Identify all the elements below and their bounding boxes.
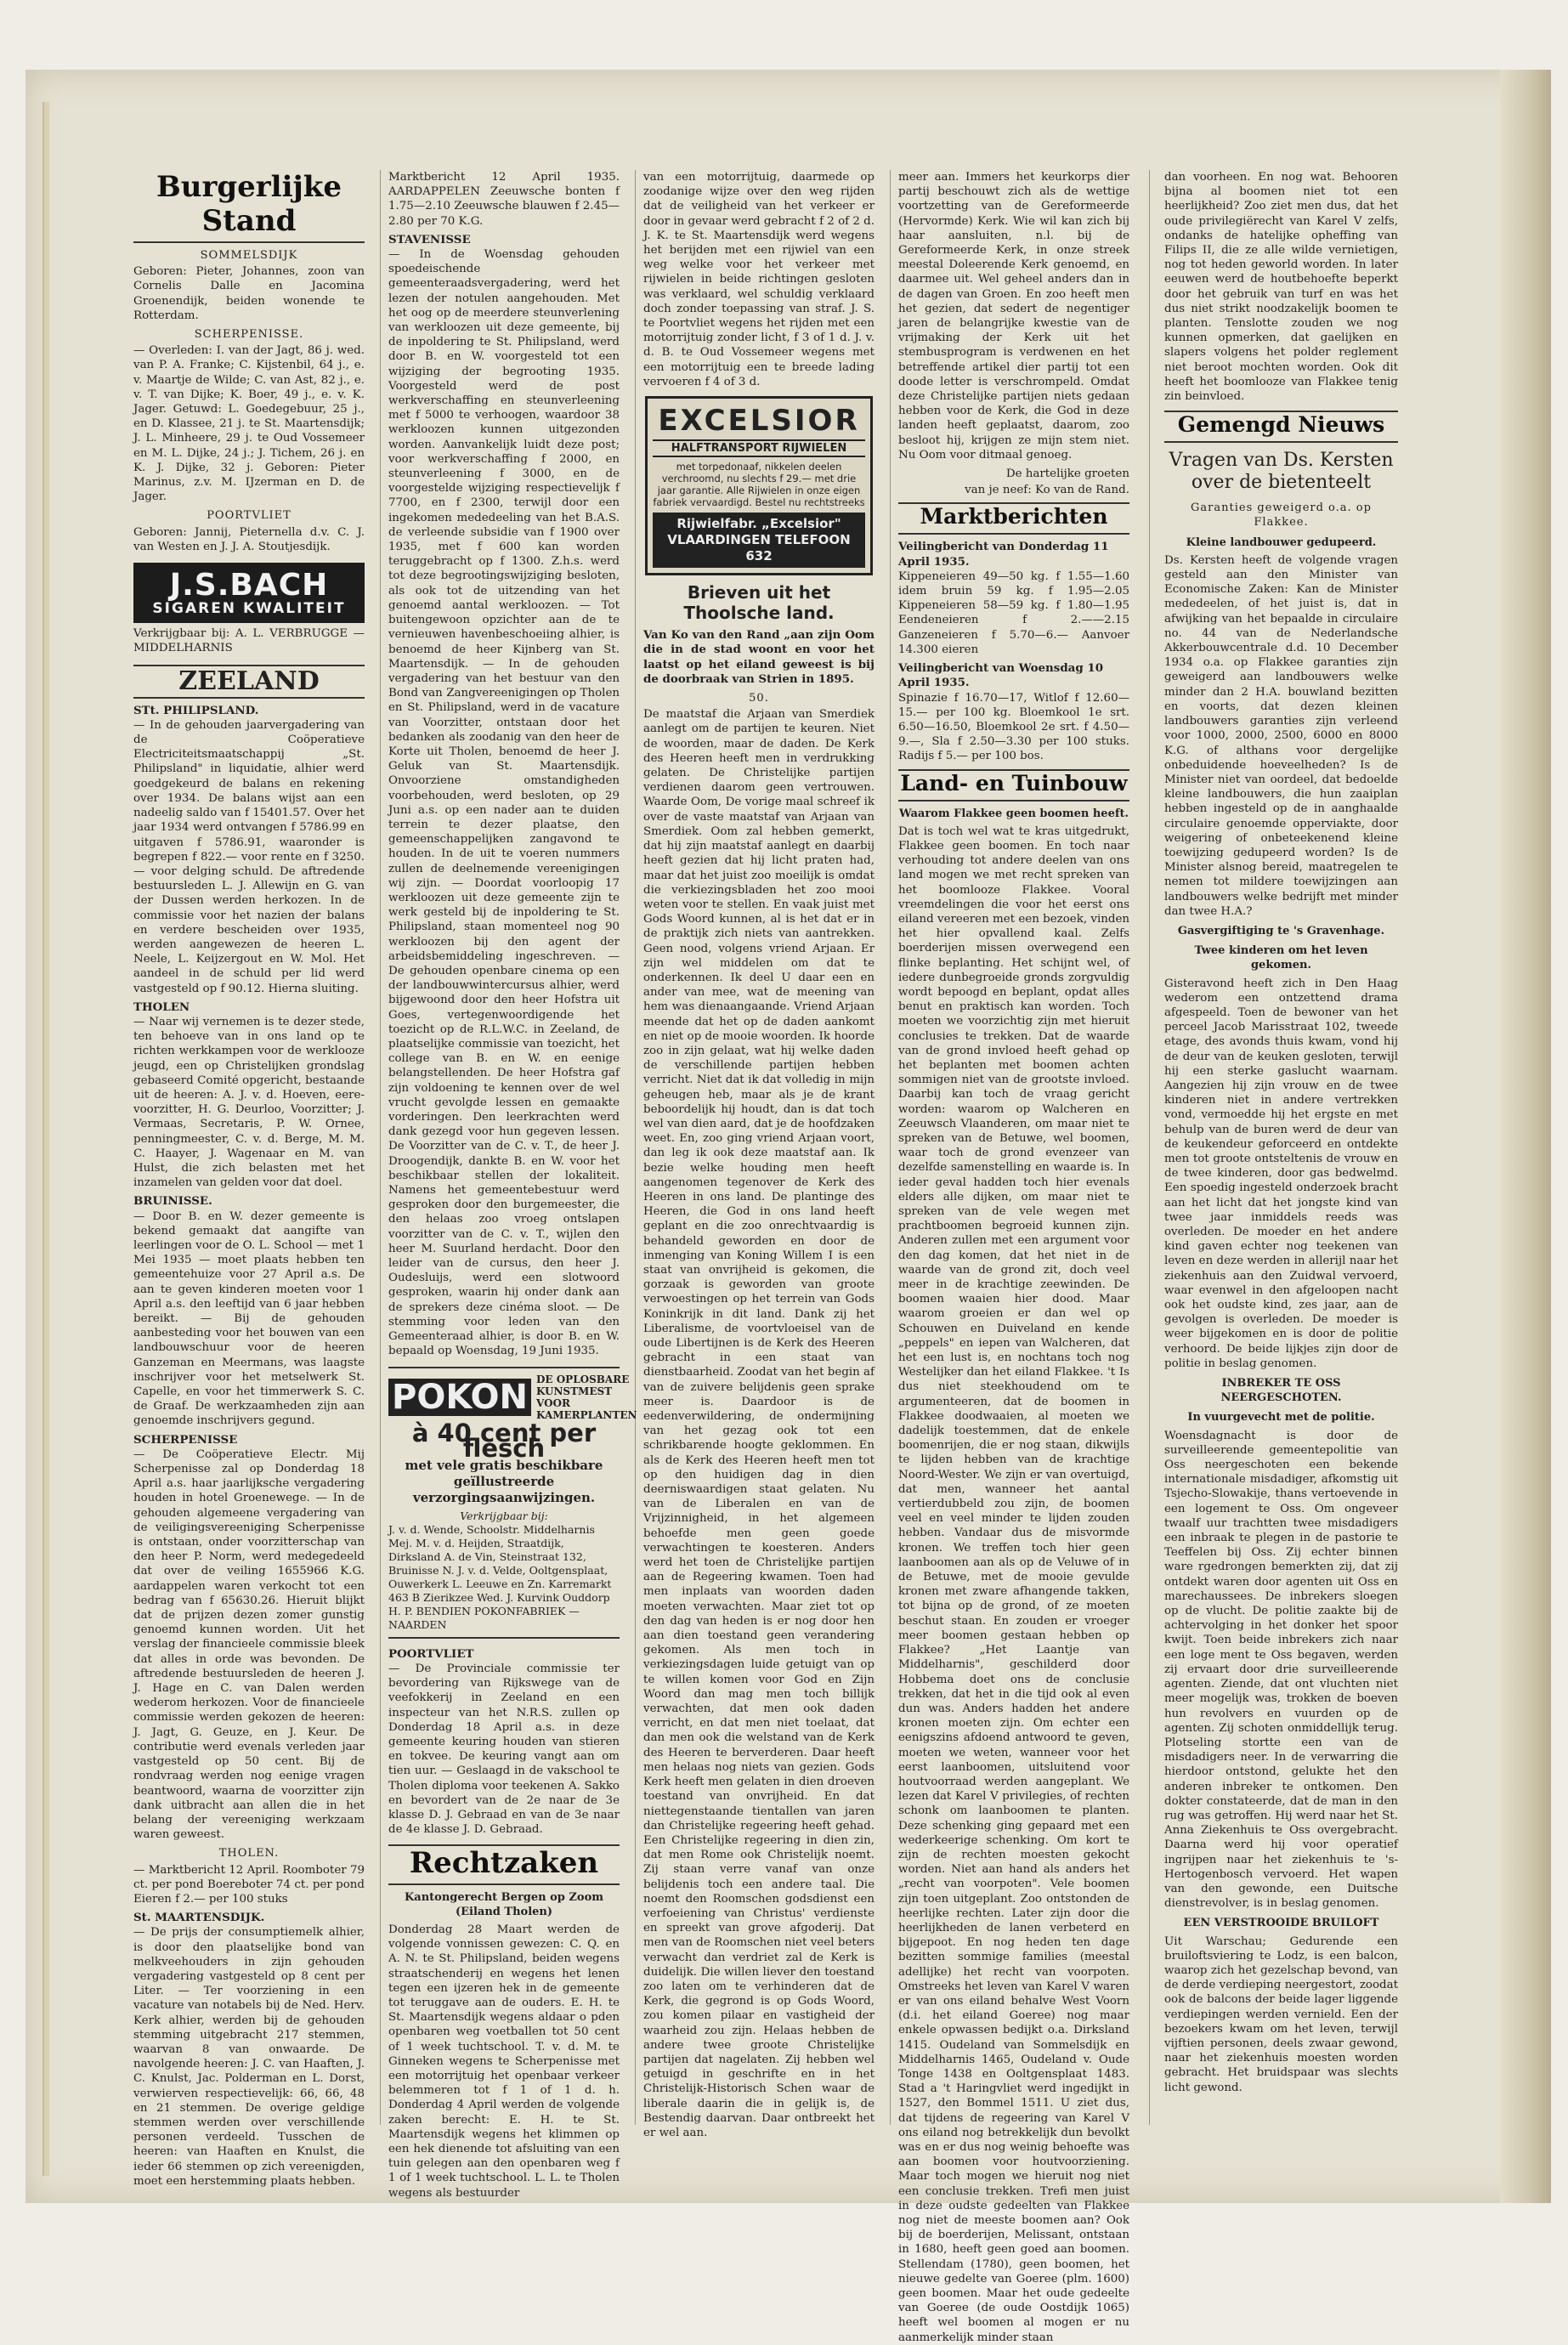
bach-cigar-ad xyxy=(133,563,365,623)
excelsior-title: EXCELSIOR xyxy=(658,404,860,439)
bach-ad-title: J.S.BACH xyxy=(169,568,329,603)
column-4 xyxy=(898,170,1129,2344)
article-text: Woensdagnacht is door de surveilleerende gemeentepolitie van Oss neergeschoten een bekende internationale misdadiger, afkomstig uit Tsjecho-Slowakije, thans vertoevende in een logement te Oss. Om ongeveer twaalf uur trachtten twee misdadigers een inbraak te plegen in de pastorie te Teeffelen bij Oss. Zij echter binnen ware rgedrongen bemerkten zij, dat zij ontdekt waren door agenten uit Oss en marechaussees. De inbrekers sloegen op de vlucht. De politie zaakte bij de achtervolging in het donker het spoor kwijt. Toen beide inbrekers zich naar een loge ment te Oss begaven, werden zij ervaart door drie surveilleerende agenten. Ziende, dat ont vluchten niet meer mogelijk was, trokken de boeven hun revolvers en vuurden op de agenten. Zij schoten onmiddellijk terug. Plotseling stortte een van de misdadigers neer. In de verwarring die hierdoor ontstond, gelukte het den anderen inbreker te ontkomen. Den dokter constateerde, dat de man in den rug was getroffen. Hij werd naar het St. Anna Ziekenhuis te Oss overgebracht. Daarna werd hij voor operatief ingrijpen naar het ziekenhuis te 's-Hertogenbosch vervoerd. Het wapen van den gewonde, een Duitsche dienstrevolver, is in beslag genomen. xyxy=(1164,1429,1398,1911)
pokon-tagline: DE OPLOSBARE KUNSTMEST VOOR KAMERPLANTEN xyxy=(536,1374,637,1422)
pokon-offer: met vele gratis beschikbare geïllustreerde verzorgingsaanwijzingen. xyxy=(405,1457,603,1505)
excelsior-description: met torpedonaaf, nikkelen deelen verchroomd, nu slechts f 29.— met drie jaar garantie. Alle Rijwielen in onze eigen fabriek vervaardigd. Bestel nu rechtstreeks xyxy=(653,461,865,509)
excelsior-factory: Rijwielfabr. „Excelsior" VLAARDINGEN TELEFOON 632 xyxy=(653,513,865,568)
place-heading: POORTVLIET xyxy=(207,509,292,523)
kersten-subheading-2: Kleine landbouwer gedupeerd. xyxy=(1186,535,1377,549)
pokon-sellers-heading: Verkrijgbaar bij: xyxy=(460,1509,548,1522)
place-heading: BRUINISSE. xyxy=(133,1194,212,1209)
article-text: — De prijs der consumptiemelk alhier, is door den plaatselijke bond van melkveehouders in zijn gehouden vergadering vastgesteld op 8 cent per Liter. — Ter voorziening in een vacature van notabels bij de Ned. Herv. Kerk alhier, werden bij de gehouden stemming uitgebracht 217 stemmen, waarvan 8 van onwaarde. De navolgende heeren: J. C. van Haaften, J. C. Knulst, Jac. Polderman en L. Dorst, verwierven respectievelijk: 66, 66, 48 en 21 stemmen. De overige geldige stemmen werden over verschillende personen verdeeld. Tusschen de heeren: van Haaften en Knulst, die ieder 66 stemmen op zich vereenigden, moet een herstemming plaats hebben. xyxy=(133,1926,365,2188)
oss-subheading: In vuurgevecht met de politie. xyxy=(1187,1411,1375,1425)
place-heading: St. MAARTENSDIJK. xyxy=(133,1911,265,1925)
letter-number: 50. xyxy=(749,692,769,705)
place-heading: THOLEN xyxy=(133,1000,190,1014)
article-text: dan voorheen. En nog wat. Behooren bijna al boomen niet tot een heerlijkheid? Zoo ziet men dus, dat het oude privilegiërecht van Karel V zelfs, ondanks de hatelijke opheffing van Filips II, die ze alle wilde vernietigen, nog tot heden geworld worden. In later eeuwen werd de houtbehoefte beperkt door het gebruik van turf en was het dus niet strikt noodzakelijk boomen te planten. Tenslotte zouden we nog kunnen opmerken, dat gaelijken en slapers volgens het polder reglement niet beroot mochten worden. Ook dit heeft het boomlooze van Flakkee tenig zin beinvloed. xyxy=(1164,171,1398,404)
pokon-logo: POKON xyxy=(388,1379,531,1416)
article-text: Donderdag 28 Maart werden de volgende vonnissen gewezen: C. Q. en A. N. te St. Philipsland, beiden wegens straatschenderij en wegens het lenen tegen een ijzeren hek in de gemeente tot teruggave aan de ouders. E. H. te St. Maartensdijk wegens aldaar o pden openbaren weg voetballen tot 50 cent of 1 week tuchtschool. T. v. d. M. te Ginneken wegens te Scherpenisse met een motorrijtuig het openbaar verkeer belemmeren tot f 1 of 1 d. h. Donderdag 4 April werden de volgende zaken berecht: E. H. te St. Maartensdijk wegens het klimmen op een hek dienende tot afsluiting van een tuin gelegen aan den openbaren weg f 1 of 1 week tuchtschool. L. L. te Tholen wegens als bestuurder xyxy=(388,1923,620,2200)
column-rule xyxy=(380,170,381,2125)
bach-ad-subtitle: SIGAREN KWALITEIT xyxy=(152,600,346,618)
place-heading: SOMMELSDIJK xyxy=(200,249,298,262)
place-heading: SCHERPENISSE xyxy=(133,1432,238,1447)
place-heading: SCHERPENISSE. xyxy=(194,328,304,342)
article-text: Geboren: Pieter, Johannes, zoon van Cornelis Dalle en Jacomina Groenendijk, beiden wonende te Rotterdam. xyxy=(133,265,365,322)
column-rule xyxy=(1149,170,1150,2125)
tuinbouw-subtitle: Waarom Flakkee geen boomen heeft. xyxy=(899,807,1129,820)
brieven-intro: Van Ko van den Rand „aan zijn Oom die in de stad woont en voor het laatst op het eiland geweest is bij de doorbraak van Strien in 1895. xyxy=(643,628,875,686)
column-rule xyxy=(635,170,636,2125)
place-heading: THOLEN. xyxy=(218,1847,280,1861)
excelsior-subtitle: HALFTRANSPORT RIJWIELEN xyxy=(653,439,865,457)
article-text: Uit Warschau; Gedurende een bruiloftsviering te Lodz, is een balcon, waarop zich het gezelschap bevond, van de derde verdieping neergestort, zoodat ook de balcons der beide lager liggende verdiepingen werden vernield. Een der bezoekers kwam om het leven, terwijl vijftien personen, deels zwaar gewond, naar het ziekenhuis moesten worden gebracht. Het bruidspaar was slechts licht gewond. xyxy=(1164,1934,1398,2094)
excelsior-bicycle-ad xyxy=(645,396,873,575)
article-text: — In de gehouden jaarvergadering van de Coöperatieve Electriciteitsmaatschappij „St. Philipsland" in liquidatie, alhier werd goedgekeurd de balans en rekening over 1934. De balans wijst aan een nadeelig saldo van f 15401.57. Over het jaar 1934 werd ontvangen f 5786.99 en uitgaven f 5786.91, waaronder is begrepen f 822.— voor rente en f 3250.— voor delging schuld. De aftredende bestuursleden L. J. Allewijn en G. van der Dussen werden herkozen. In de commissie voor het nazien der balans en verdere bescheiden over 1935, werden aangewezen de heeren L. Neele, L. Keijzergout en W. Mol. Het aandeel in de schuld per lid werd vastgesteld op f 90.12. Hierna sluiting. xyxy=(133,718,365,995)
gravenhage-subheading: Twee kinderen om het leven gekomen. xyxy=(1194,944,1368,972)
tuinbouw-title: Land- en Tuinbouw xyxy=(898,769,1129,801)
letter-greeting: De hartelijke groeten xyxy=(1005,467,1129,481)
previous-page-edge xyxy=(42,102,49,2176)
pokon-ad xyxy=(388,1367,637,1638)
article-text: — Door B. en W. dezer gemeente is bekend gemaakt dat aangifte van leerlingen voor de O. L. School — met 1 Mei 1935 — moet plaats hebben ten gemeentehuize voor 27 April a.s. De aan te geven kinderen moeten voor 1 April a.s. den leeftijd van 6 jaar hebben bereikt. — Bij de gehouden aanbesteding voor het bouwen van een landbouwschuur voor de heeren Ganzeman en Meermans, was laagste inschrijver voor het metselwerk St. Capelle, en voor het timmerwerk S. C. de Graaf. De werkzaamheden zijn aan genoemde inschrijvers gegund. xyxy=(133,1209,365,1428)
letter-signature: van je neef: Ko van de Rand. xyxy=(965,484,1129,497)
rechtzaken-title: Rechtzaken xyxy=(388,1844,620,1885)
kersten-subheading: Garanties geweigerd o.a. op Flakkee. xyxy=(1191,501,1372,530)
column-5 xyxy=(1164,170,1398,2125)
article-text: — Marktbericht 12 April. Roomboter 79 ct. per pond Boereboter 74 ct. per pond Eieren f 2.— per 100 stuks xyxy=(133,1863,365,1906)
article-text: meer aan. Immers het keurkorps dier partij beschouwt zich als de wettige voortzetting van de Gereformeerde (Hervormde) Kerk. Wie wil kan zich bij haar aansluiten, n.l. bij de Gereformeerde Kerk, in onze streek meestal Doleerende Kerk genoemd, en daarmee uit. Wel geheel anders dan in de dagen van Groen. En zoo heeft men het gezien, dat sedert de negentiger jaren de belangrijke kwestie van de vrijmaking der Kerk uit het stembusprogram is verdwenen en het betreffende artikel dier partij tot een doode letter is verschrompeld. Omdat deze Christelijke partijen niets gedaan hebben voor de Kerk, die God in deze landen heeft geplaatst, daarom, zoo besloot hij, krijgen ze mijn stem niet. Nu Oom voor ditmaal genoeg. xyxy=(898,171,1129,462)
article-text: — De Coöperatieve Electr. Mij Scherpenisse zal op Donderdag 18 April a.s. haar jaarlijksche vergadering houden in hotel Groenewege. — In de gehouden algemeene vergadering van de veiligingsvereeniging Scherpenisse is ontstaan, onder voorzitterschap van den heer P. Norm, werd medegedeeld dat over de veiling 1655966 K.G. aardappelen waren verkocht tot een bedrag van f 65630.26. Hieruit blijkt dat de prijzen dezen zomer gunstig genoemd kunnen worden. Uit het verslag der financieele commissie bleek dat alles in orde was bevonden. De aftredende bestuursleden de heeren J. J. Hage en C. van Dalen werden wederom herkozen. Voor de financieele commissie werden gekozen de heeren: J. Jagt, G. Geuze, en J. Keur. De contributie werd evenals verleden jaar vastgesteld op 50 cent. Bij de rondvraag werden nog eenige vragen beantwoord, waarna de voorzitter zijn dank uitbracht aan allen die in het belang der vereeniging werkzaam waren geweest. xyxy=(133,1447,365,1842)
article-text: Gisteravond heeft zich in Den Haag wederom een ontzettend drama afgespeeld. Toen de bewoner van het perceel Jacob Marisstraat 102, tweede etage, des avonds thuis kwam, vond hij de deur van de keuken gesloten, terwijl hij een sterke gaslucht waarnam. Aangezien hij zijn vrouw en de twee kinderen niet in andere vertrekken vond, vermoedde hij het ergste en met behulp van de buren werd de deur van de keukendeur geforceerd en ontdekte men tot groote ontsteltenis de vrouw en de twee kinderen, door gas bedwelmd. Een spoedig ingesteld onderzoek bracht aan het licht dat het jongste kind van twee jaar inmiddels reeds was overleden. De moeder en het andere kind gaven echter nog teekenen van leven en deze werden in allerijl naar het ziekenhuis aan den Zuidwal vervoerd, waar evenwel in den afgeloopen nacht ook het oudste kind, zes jaar, aan de gevolgen is overleden. De moeder is weer bijgekomen en is door de politie verhoord. De beide lijkjes zijn door de politie in beslag genomen. xyxy=(1164,977,1398,1370)
market-report: Kippeneieren 49—50 kg. f 1.55—1.60 idem bruin 59 kg. f 1.95—2.05 Kippeneieren 58—59 kg. f 1.80—1.95 Eendeneieren f 2.——2.15 Ganzeneieren f 5.70—6.— Aanvoer 14.300 eieren xyxy=(898,569,1129,656)
marktberichten-title: Marktberichten xyxy=(898,502,1129,535)
kantongerecht-heading: Kantongerecht Bergen op Zoom (Eiland Tholen) xyxy=(405,1890,603,1918)
place-heading: STt. PHILIPSLAND. xyxy=(133,703,259,717)
page-curl-right xyxy=(1500,70,1551,2203)
article-text: Ds. Kersten heeft de volgende vragen gesteld aan den Minister van Economische Zaken: Kan de Minister mededeelen, of het juist is, dat in afwijking van het bepaalde in circulaire no. 44 van de Nederlandsche Akkerbouwcentrale d.d. 10 December 1934 o.a. op Flakkee garanties zijn geweigerd aan landbouwers welke minder dan 2 H.A. bouwland bezitten en voorts, dat dezen kleinen landbouwers garanties zijn verleend voor 1000, 2000, 2500, 6000 en 8000 K.G. of althans voor dergelijke onbeduidende hoeveelheden? Is de Minister niet van oordeel, dat bedoelde kleine landbouwers, die hun zaaiplan hebben ingesteld op de in aanghaalde circulaire genoemde opperviakte, door weigering of onbeteekenend kleine toewijzing gedupeerd worden? Is de Minister alsnog bereid, maatregelen te nemen tot mildere toewijzingen aan landbouwers welke bedrijft met minder dan twee H.A.? xyxy=(1164,553,1398,918)
veiling-heading: Veilingbericht van Donderdag 11 April 1935. xyxy=(898,540,1109,569)
place-heading: POORTVLIET xyxy=(388,1646,474,1661)
brieven-title: Brieven uit het Thoolsche land. xyxy=(683,582,835,624)
veiling-heading: Veilingbericht van Woensdag 10 April 1935. xyxy=(898,661,1104,690)
market-report: Spinazie f 16.70—17, Witlof f 12.60—15.— per 100 kg. Bloemkool 1e srt. 6.50—16.50, Bloemkool 2e srt. f 4.50—9.—, Sla f 2.50—3.30 per 100 stuks. Radijs f 5.— per 100 bos. xyxy=(898,691,1129,763)
article-text: Geboren: Jannij, Pieternella d.v. C. J. van Westen en J. J. A. Stoutjesdijk. xyxy=(133,525,365,553)
column-3 xyxy=(643,170,875,2139)
zeeland-title: ZEELAND xyxy=(133,665,365,699)
article-text: Dat is toch wel wat te kras uitgedrukt, Flakkee geen boomen. En toch naar verhouding tot andere deelen van ons land mogen we met recht spreken van het boomlooze Flakkee. Vooral vreemdelingen die voor het eerst ons eiland vereeren met een bezoek, vinden het hier opvallend kaal. Zelfs boerderijen missen overwegend een flinke beplanting. Het schijnt wel, of iedere dunbegroeide gronds zorgvuldig wordt bepoogd en beplant, opdat alles benut en praktisch kan worden. Toch moeten we voorzichtig zijn met hieruit conclusies te trekken. Dat de waarde van de grond invloed heeft gehad op het beplanten met boomen achten sommigen niet van de grootste invloed. Daarbij kan toch de vraag gericht worden: waarom op Walcheren en Zeeuwsch Vlaanderen, om maar niet te spreken van de Betuwe, wel boomen, waar toch de grond evenzeer van dezelfde samenstelling en waarde is. In ieder geval hadden toch hier evenals elders alle dijken, om maar niet te spreken van de vele wegen met prachtboomen begroeid kunnen zijn. Anderen zullen met een argument voor den dag komen, dat het niet in de waarde van de grond zit, doch veel meer in de krachtige zeewinden. De boomen waaien hier dood. Maar waarom groeien er dan wel op Schouwen en Duiveland en kende „peppels" en iepen van Walcheren, dat het een lust is, en nochtans toch nog Westelijker dan het eiland Flakkee. 't Is dus niet steekhoudend om te argumenteeren, dat de boomen in Flakkee doodwaaien, al moeten we dadelijk toestemmen, dat de enkele boomenrijen, die er nog staan, dikwijls te lijden hebben van de krachtige Noord-Wester. We zijn er van overtuigd, dat men, wanneer het aantal vertierdubbeld zou zijn, de boomen veel en veel minder te lijden zouden hebben. Vandaar dus de misvormde kronen. We treffen toch hier geen laanboomen aan als op de Veluwe of in de Betuwe, met de mooie gevulde kronen met zware afhangende takken, tot bijna op de grond, of ze moeten beschut staan. En zouden er vroeger meer boomen gestaan hebben op Flakkee? „Het Laantje van Middelharnis", geschilderd door Hobbema doet ons de conclusie trekken, dat het in die tijd ook al even dun was. Anders hadden het andere kronen moeten zijn. Om echter een eenigszins afdoend antwoord te geven, moeten we weten, wanneer voor het eerst laanboomen, uitsluitend voor houtvoorraad werden aangeplant. We lezen dat Karel V privilegies, of rechten schonk om laanboomen te planten. Deze schenking ging gepaard met een wederkeerige schenking. Om kort te zijn de rechten moesten gekocht worden. Niet aan hand als anders het „recht van voorpoten". Vele boomen zijn toen uitgeplant. Zoo ontstonden de heerlijke rechten. Later zijn door die heerlijkheden de lanen verbeterd en bijgepoot. En nog heden ten dage bezitten sommige families (meestal adellijke) het recht van voorpoten. Omstreeks het leven van Karel V waren er van ons eiland behalve West Voorn (d.i. het eiland Goeree) nog maar enkele opwassen bedijkt o.a. Dirksland 1415. Oudeland van Sommelsdijk en Middelharnis 1465, Oudeland v. Oude Tonge 1438 en Ooltgensplaat 1483. Stad a 't Haringvliet werd ingedijkt in 1527, den Bommel 1511. U ziet dus, dat tijdens de regeering van Karel V ons eiland nog betrekkelijk dun bevolkt was en er dus nog weinig behoefte was aan boomen voor houtvoorziening. Maar toch mogen we hieruit nog niet een conclusie trekken. Trefi men juist in deze oudste gedeelten van Flakkee nog niet de meeste boomen aan? Ook bij de boerderijen, Melissant, ontstaan in 1680, heeft geen goed aan boomen. Stellendam (1780), geen boomen, het nieuwe gedelte van Goeree (plm. 1600) geen boomen. Maar het oude gedeelte van Goeree (de oude Oostdijk 1065) heeft wel boomen al mogen er nu aanmerkelijk minder staan xyxy=(898,824,1129,2344)
column-2 xyxy=(388,170,637,2200)
market-report: Marktbericht 12 April 1935. AARDAPPELEN Zeeuwsche bonten f 1.75—2.10 Zeeuwsche blauwen f 2.45—2.80 per 70 K.G. xyxy=(388,171,620,228)
gravenhage-headline: Gasvergiftiging te 's Gravenhage. xyxy=(1177,924,1385,937)
kersten-headline: Vragen van Ds. Kersten over de bietenteelt xyxy=(1169,450,1394,494)
pokon-sellers: J. v. d. Wende, Schoolstr. Middelharnis Mej. M. v. d. Heijden, Straatdijk, Dirksland A. de Vin, Steinstraat 132, Bruinisse N. J. v. d. Velde, Ooltgensplaat, Ouwerkerk L. Leeuwe en Zn. Karremarkt 463 B Zierikzee Wed. J. Kurvink Ouddorp H. P. BENDIEN POKONFABRIEK — NAARDEN xyxy=(388,1522,612,1631)
gemengd-nieuws-title: Gemengd Nieuws xyxy=(1164,411,1398,443)
article-text: van een motorrijtuig, daarmede op zoodanige wijze over den weg rijden dat de veiligheid van het verkeer er door in gevaar werd gebracht f 2 of 2 d. J. K. te St. Maartensdijk werd wegens het berijden met een rijwiel van een weg welke voor het verkeer met rijwielen in beide richtingen gesloten was verklaard, wel schuldig verklaard doch zonder toepassing van straf. J. S. te Poortvliet wegens het rijden met een motorrijtuig zonder licht, f 3 of 1 d. J. v. d. B. te Oud Vossemeer wegens met een motorrijtuig een te breede lading vervoeren f 4 of 3 d. xyxy=(643,171,875,388)
column-rule xyxy=(890,170,891,2125)
article-text: — In de Woensdag gehouden spoedeischende gemeenteraadsvergadering, werd het lezen der notulen aangehouden. Met het oog op de meerdere steunverlening van werkloozen uit deze gemeente, bij de inpoldering te St. Philipsland, werd door B. en W. voorgesteld tot een wijziging der begrooting 1935. Voorgesteld werd de post werkverschaffing en steunverleening met f 5000 te verhoogen, waardoor 38 werkloozen kunnen uitgezonden worden. Aanvankelijk luidt deze post; voor werkverschaffing f 2000, en steunverleening f 3000, en de voorgestelde wijziging respectievelijk f 7700, en f 2300, terwijl door een ingekomen mededeeling van het B.A.S. de verleende subsidie van f 1900 over 1935, met f 600 kan worden teruggebracht op f 1300. Z.h.s. werd tot deze begrootingswijziging besloten, als ook tot de uitzending van het genoemd aantal werkloozen. — Tot buitengewoon opzichter aan de te vernieuwen havenbeschoeiing alhier, is benoemd de heer Kijnberg van St. Maartensdijk. — In de gehouden vergadering van het bestuur van den Bond van Zangvereenigingen op Tholen en St. Philipsland, werd in de vacature van Voorzitter, ontstaan door het bedanken als zoodanig van den heer de Korte uit Tholen, benoemd de heer J. Geluk van St. Maartensdijk. Onvoorziene omstandigheden voorbehouden, werd besloten, op 29 Juni a.s. op een nader aan te duiden terrein te dezer plaatse, den gemeenschappelijken zangavond te houden. In de uit te voeren nummers zullen de deelnemende vereenigingen wij zijn. — Doordat voorloopig 17 werkloozen uit deze gemeente zijn te werk gesteld bij de inpoldering te St. Philipsland, staan momenteel nog 90 werkloozen bij den agent der arbeidsbemiddeling ingeschreven. — De gehouden openbare cinema op een der landbouwwintercursus alhier, werd bijgewoond door den heer Hofstra uit Goes, vertegenwoordigende het toezicht op de R.L.W.C. in Zeeland, de plaatselijke commissie van toezicht, het college van B. en W. en eenige belangstellenden. De heer Hofstra gaf zijn voldoening te kennen over de wel vrucht gevolgde lessen en gemaakte vorderingen. Den leerkrachten werd dank gezegd voor hun gegeven lessen. De Voorzitter van de C. v. T., de heer J. Droogendijk, dankte B. en W. voor het beschikbaar stellen der lokaliteit. Namens het gemeentebestuur werd gesproken door den burgemeester, die den helaas zoo vroeg ontslapen voorzitter van de C. v. T., wijlen den heer M. Suurland herdacht. Door den leider van de cursus, den heer J. Oudesluijs, werd een slotwoord gesproken, waarin hij onder dank aan de sprekers deze cinéma sloot. — De stemming voor leden van den Gemeenteraad alhier, is door B. en W. bepaald op Woensdag, 19 Juni 1935. xyxy=(388,248,620,1358)
article-text: — Overleden: I. van der Jagt, 86 j. wed. van P. A. Franke; C. Kijstenbil, 64 j., e. v. Maartje de Wilde; C. van Ast, 82 j., e. v. T. van Dijke; K. Boer, 49 j., e. v. K. Jager. Getuwd: L. Goedegebuur, 25 j., en D. Klassee, 21 j. te St. Maartensdijk; J. L. Minheere, 29 j. te Oud Vossemeer en M. L. Dijke, 24 j.; J. Tichem, 26 j. en K. J. Dijke, 32 j. Geboren: Pieter Marinus, z.v. M. IJzerman en D. de Jager. xyxy=(133,344,365,504)
oss-headline: INBREKER TE OSS NEERGESCHOTEN. xyxy=(1220,1377,1342,1405)
article-text: — Naar wij vernemen is te dezer stede, ten behoeve van in ons land op te richten werkkampen voor de werklooze jeugd, een op Christelijken grondslag gebaseerd Comité opgericht, bestaande uit de heeren: A. J. v. d. Hoeven, eere-voorzitter, H. G. Deurloo, Voorzitter; J. Vermaas, Secretaris, P. W. Ornee, penningmeester, C. v. d. Berge, M. M. C. Haayer, J. Wagenaar en M. van Hulst, die zich belasten met het inzamelen van gelden voor dat doel. xyxy=(133,1015,365,1190)
bach-ad-seller: Verkrijgbaar bij: A. L. VERBRUGGE — MIDDELHARNIS xyxy=(133,627,365,655)
pokon-price: à 40 cent per flesch xyxy=(411,1419,597,1463)
article-text: De maatstaf die Arjaan van Smerdiek aanlegt om de partijen te keuren. Niet de woorden, maar de daden. De Kerk des Heeren heeft men in verdrukking gelaten. De Christelijke partijen verdienen daarom geen vertrouwen. Waarde Oom, De vorige maal schreef ik over de vaste maatstaf van Arjaan van Smerdiek. Oom zal hebben gemerkt, dat hij zijn maatstaf aanlegt en daarbij heeft gezien dat hij licht praten had, maar dat het juist zoo moeilijk is omdat die verkiezingsbladen het zoo mooi weten voor te stellen. En vaak juist met Gods Woord kunnen, al is het dat er in de praktijk zich niets van aantrekken. Geen nood, volgens vriend Arjaan. Er zijn wel middelen om dat te onderkennen. Ik deel U daar een en ander van mee, wat de meening van hem was dienaangaande. Vriend Arjaan meende dat het op de daden aankomt en niet op de mooie woorden. Ik hoorde zoo in zijn gelaat, wat hij welke daden de verschillende partijen hebben verricht. Niet dat ik dat volledig in mijn geheugen heb, maar als je de krant beboordelijk hij houdt, dan is dat toch wel van dien aard, dat je de hoofdzaken weet. En, zoo ging vriend Arjaan voort, dan leg ik ook deze maatstaf aan. Ik bezie welke houding men heeft aangenomen tegenover de Kerk des Heeren in ons land. De plantinge des Heeren, die God in ons land heeft geplant en die zoo onrechtvaardig is behandeld geworden en door de inmenging van Koning Willem I is een staat van onvrijheid is gekomen, die gorzaak is geworden van groote verwoestingen op het terrein van Gods Koninkrijk in dit land. Dank zij het Liberalisme, de voortvloeisel van de oude Libertijnen is de Kerk des Heeren gebracht in een staat van dienstbaarheid. Zoodat van het begin af van de zuivere belijdenis geen sprake meer is. Daardoor is de eedenverwildering, de ondermijning van het gezag ook tot een schrikbarende hoogte geklommen. En als de Kerk des Heeren heeft men tot op den huidigen dag in dien deerniswaardigen staat gelaten. Nu van de Liberalen en van de Vrijzinnigheid, in het algemeen behoefde men geen goede verwachtingen te koesteren. Anders werd het toen de Christelijke partijen aan de Regeering kwamen. Toen had men inplaats van woorden daden moeten verwachten. Maar ziet tot op den dag van heden is er nog door hen aan dien toestand geen verandering gekomen. Als men toch in verkiezingsdagen luide getuigt van op te willen komen voor God en Zijn Woord dan mag men toch billijk verwachten, dat men ook daden verricht, en dat men niet toelaat, dat dan men ook die welstand van de Kerk des Heeren te berverderen. Daar heeft men helaas nog niets van gezien. Gods Kerk heeft men gelaten in dien droeven toestand van onvrijheid. En dat niettegenstaande tientallen van jaren dan Christelijke regeering heeft gehad. Een Christelijke regeering in dien zin, dat men Rome ook Christelijk noemt. Zij staan verre vanaf van onze belijdenis toch een andere taal. Die noemt den Roomschen godsdienst een verfoeiening van Christus' verdienste en spreekt van grove afgoderij. Dat men van de Roomschen niet veel beters verwacht dan verdriet zal de Kerk is duidelijk. Die willen liever den toestand zoo laten om te verhinderen dat de Kerk, die gegrond is op Gods Woord, zou komen pilaar en vastigheid der waarheid zou zijn. Helaas hebben de andere twee groote Christelijke partijen dat nagelaten. Zij hebben wel getuigd in geschrifte en in het Christelijk-Historisch Schen waar de liberale daarin die in gelijk is, de Bestendig daarvan. Daar ontbreekt het er wel aan. xyxy=(643,708,875,2139)
bruiloft-headline: EEN VERSTROOIDE BRUILOFT xyxy=(1183,1917,1379,1930)
article-text: — De Provinciale commissie ter bevordering van Rijkswege van de veefokkerij in Zeeland en een inspecteur van het N.R.S. zullen op Donderdag 18 April a.s. in deze gemeente keuring houden van stieren en tokvee. De keuring vangt aan om tien uur. — Geslaagd in de vakschool te Tholen diploma voor teekenen A. Sakko en bevordert van de 2e naar de 3e klasse D. J. Gebraad en van de 3e naar de 4e klasse J. D. Gebraad. xyxy=(388,1662,620,1837)
section-title-burgerlijke-stand: Burgerlijke Stand xyxy=(133,170,365,243)
column-1 xyxy=(133,170,365,2188)
place-heading: STAVENISSE xyxy=(388,232,471,246)
